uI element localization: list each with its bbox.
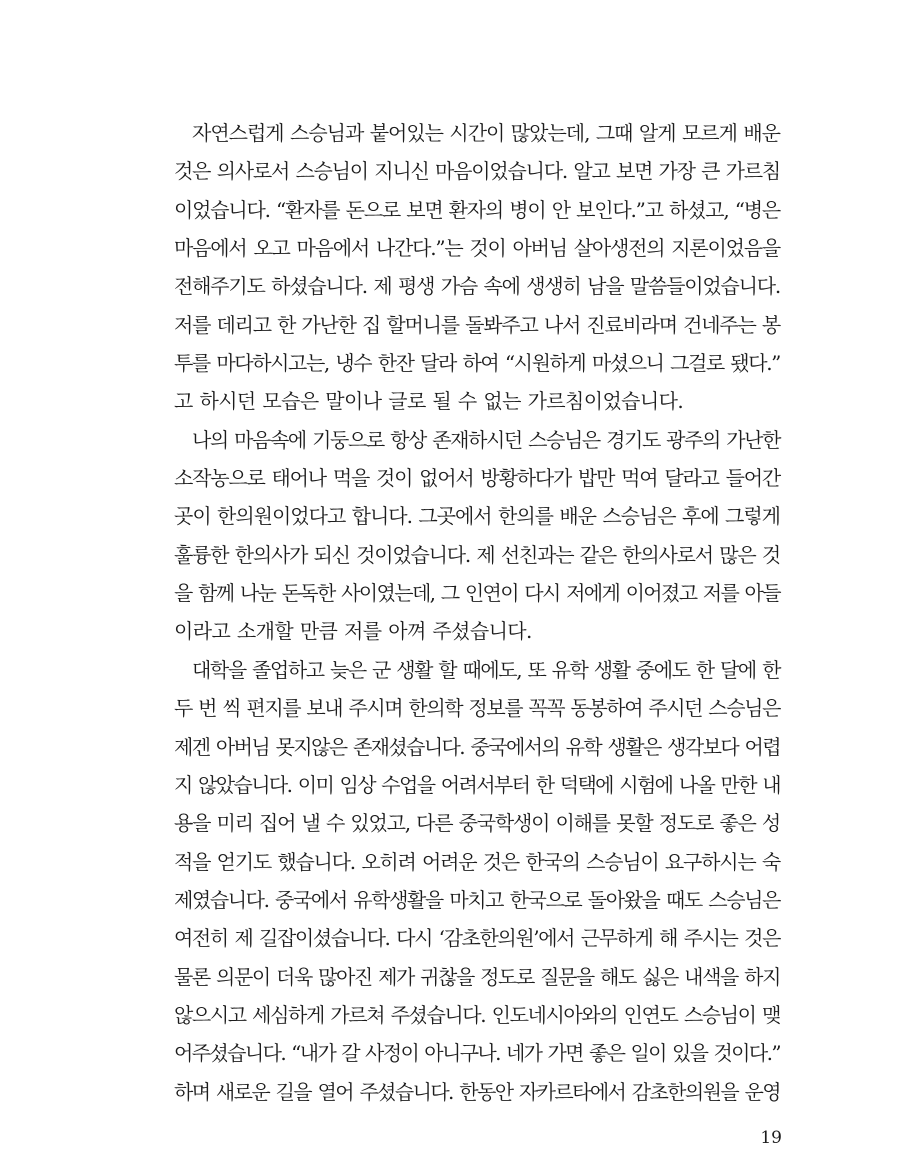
paragraph-3-line-12: 하며 새로운 길을 열어 주셨습니다. 한동안 자카르타에서 감초한의원을 운영	[174, 1079, 780, 1104]
paragraph-1-line-7: 투를 마다하시고는, 냉수 한잔 달라 하여 “시원하게 마셨으니 그걸로 됐다.”	[174, 351, 780, 376]
paragraph-1-line-8: 고 하시던 모습은 말이나 글로 될 수 없는 가르침이었습니다.	[174, 389, 684, 414]
paragraph-1-line-5: 전해주기도 하셨습니다. 제 평생 가슴 속에 생생히 남을 말씀들이었습니다.	[174, 274, 780, 299]
paragraph-2-line-6: 이라고 소개할 만큼 저를 아껴 주셨습니다.	[174, 619, 532, 644]
paragraph-3-line-8: 여전히 제 길잡이셨습니다. 다시 ‘감초한의원’에서 근무하게 해 주시는 것은	[174, 926, 780, 951]
paragraph-2-line-3: 곳이 한의원이었다고 합니다. 그곳에서 한의를 배운 스승님은 후에 그렇게	[174, 504, 780, 529]
paragraph-3-line-7: 제였습니다. 중국에서 유학생활을 마치고 한국으로 돌아왔을 때도 스승님은	[174, 887, 780, 912]
paragraph-3-line-4: 지 않았습니다. 이미 임상 수업을 어려서부터 한 덕택에 시험에 나올 만한 내	[174, 772, 780, 797]
paragraph-2-line-5: 을 함께 나눈 돈독한 사이였는데, 그 인연이 다시 저에게 이어졌고 저를 아들	[174, 581, 780, 606]
paragraph-1-line-3: 이었습니다. “환자를 돈으로 보면 환자의 병이 안 보인다.”고 하셨고, “병은	[174, 197, 780, 222]
paragraph-1-line-2: 것은 의사로서 스승님이 지니신 마음이었습니다. 알고 보면 가장 큰 가르침	[174, 159, 780, 184]
paragraph-1-line-4: 마음에서 오고 마음에서 나간다.”는 것이 아버님 살아생전의 지론이었음을	[174, 236, 780, 261]
paragraph-2-line-4: 훌륭한 한의사가 되신 것이었습니다. 제 선친과는 같은 한의사로서 많은 것	[174, 542, 780, 567]
paragraph-3-line-10: 않으시고 세심하게 가르쳐 주셨습니다. 인도네시아와의 인연도 스승님이 맺	[174, 1002, 780, 1027]
paragraph-3-line-6: 적을 얻기도 했습니다. 오히려 어려운 것은 한국의 스승님이 요구하시는 숙	[174, 849, 780, 874]
paragraph-3-line-9: 물론 의문이 더욱 많아진 제가 귀찮을 정도로 질문을 해도 싫은 내색을 하지	[174, 964, 780, 989]
paragraph-3-line-11: 어주셨습니다. “내가 갈 사정이 아니구나. 네가 가면 좋은 일이 있을 것이다.”	[174, 1041, 780, 1066]
paragraph-3-line-1: 대학을 졸업하고 늦은 군 생활 할 때에도, 또 유학 생활 중에도 한 달에 한	[192, 657, 780, 682]
paragraph-3-line-5: 용을 미리 집어 낼 수 있었고, 다른 중국학생이 이해를 못할 정도로 좋은 성	[174, 811, 780, 836]
paragraph-1-line-6: 저를 데리고 한 가난한 집 할머니를 돌봐주고 나서 진료비라며 건네주는 봉	[174, 312, 780, 337]
paragraph-2-line-2: 소작농으로 태어나 먹을 것이 없어서 방황하다가 밥만 먹여 달라고 들어간	[174, 466, 780, 491]
paragraph-3-line-3: 제겐 아버님 못지않은 존재셨습니다. 중국에서의 유학 생활은 생각보다 어렵	[174, 734, 780, 759]
paragraph-2-line-1: 나의 마음속에 기둥으로 항상 존재하시던 스승님은 경기도 광주의 가난한	[192, 427, 780, 452]
paragraph-3-line-2: 두 번 씩 편지를 보내 주시며 한의학 정보를 꼭꼭 동봉하여 주시던 스승님은	[174, 696, 780, 721]
paragraph-1-line-1: 자연스럽게 스승님과 붙어있는 시간이 많았는데, 그때 알게 모르게 배운	[192, 121, 780, 145]
body-text	[174, 114, 780, 1111]
page-number: 19	[760, 1128, 782, 1148]
